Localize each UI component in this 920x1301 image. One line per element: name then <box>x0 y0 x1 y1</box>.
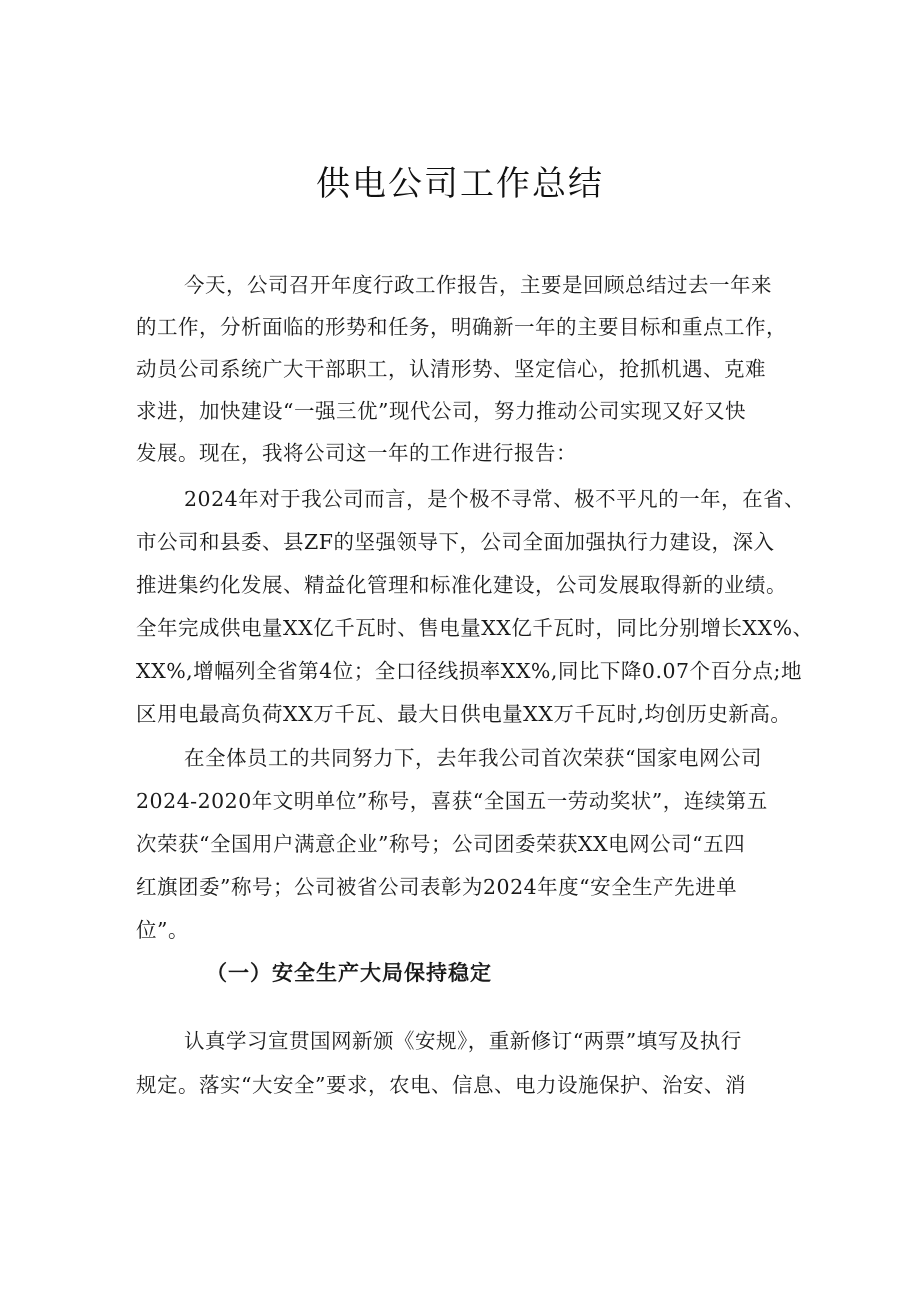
paragraph-line: 认真学习宣贯国网新颁《安规》，重新修订“两票”填写及执行 <box>184 1029 742 1053</box>
paragraph-line: 次荣获“全国用户满意企业”称号；公司团委荣获XX电网公司“五四 <box>136 832 746 856</box>
paragraph-line: 今天，公司召开年度行政工作报告，主要是回顾总结过去一年来 <box>184 273 772 297</box>
paragraph-line: XX%,增幅列全省第4位；全口径线损率XX%,同比下降0.07个百分点;地 <box>136 659 802 683</box>
paragraph-line: 规定。落实“大安全”要求，农电、信息、电力设施保护、治安、消 <box>136 1073 746 1097</box>
paragraph-line: 2024-2020年文明单位”称号，喜获“全国五一劳动奖状”，连续第五 <box>136 789 768 813</box>
paragraph-line: 位”。 <box>136 918 189 942</box>
paragraph-line: 的工作，分析面临的形势和任务，明确新一年的主要目标和重点工作， <box>136 315 787 339</box>
paragraph-line: 求进，加快建设“一强三优”现代公司，努力推动公司实现又好又快 <box>136 399 746 423</box>
paragraph-line: 区用电最高负荷XX万千瓦、最大日供电量XX万千瓦时,均创历史新高。 <box>136 702 792 726</box>
paragraph-line: 在全体员工的共同努力下，去年我公司首次荣获“国家电网公司 <box>184 746 762 770</box>
paragraph-line: 红旗团委”称号；公司被省公司表彰为2024年度“安全生产先进单 <box>136 875 738 899</box>
paragraph-line: 市公司和县委、县ZF的坚强领导下，公司全面加强执行力建设，深入 <box>136 530 775 554</box>
paragraph-line: 全年完成供电量XX亿千瓦时、售电量XX亿千瓦时，同比分别增长XX%、 <box>136 616 814 640</box>
paragraph-line: 发展。现在，我将公司这一年的工作进行报告： <box>136 441 577 465</box>
paragraph-line: 推进集约化发展、精益化管理和标准化建设，公司发展取得新的业绩。 <box>136 573 787 597</box>
document-title: 供电公司工作总结 <box>316 164 604 204</box>
paragraph-line: 2024年对于我公司而言，是个极不寻常、极不平凡的一年，在省、 <box>184 487 806 511</box>
paragraph-line: 动员公司系统广大干部职工，认清形势、坚定信心，抢抓机遇、克难 <box>136 357 766 381</box>
section-heading: （一）安全生产大局保持稳定 <box>206 960 492 985</box>
